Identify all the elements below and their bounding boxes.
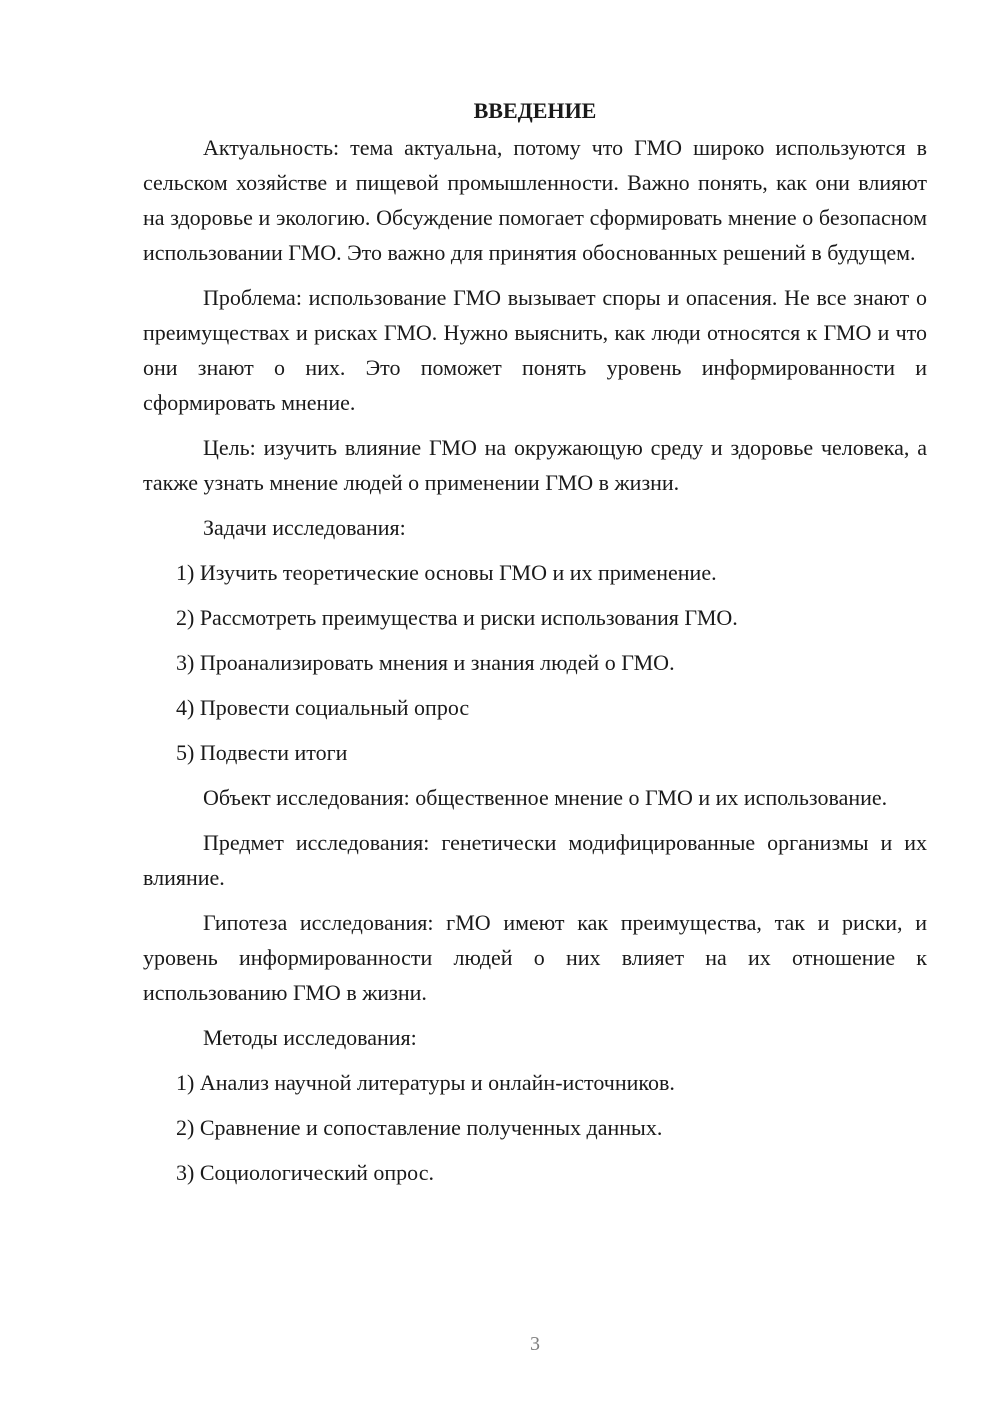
list-item: 1) Изучить теоретические основы ГМО и их применение. — [176, 560, 717, 585]
problem-paragraph: Проблема: использование ГМО вызывает споры и опасения. Не все знают о преимуществах и рисках ГМО. Нужно выяснить, как люди относятся к ГМО и что они знают о них. Это поможет понять уровень информированности и сформировать мнение. — [143, 285, 927, 415]
list-item: 2) Рассмотреть преимущества и риски использования ГМО. — [176, 605, 738, 630]
list-item: 4) Провести социальный опрос — [176, 695, 470, 720]
list-item: 2) Сравнение и сопоставление полученных данных. — [176, 1115, 663, 1140]
list-item: 3) Проанализировать мнения и знания людей о ГМО. — [176, 650, 675, 675]
methods-title: Методы исследования: — [203, 1025, 417, 1050]
list-item: 5) Подвести итоги — [176, 740, 348, 765]
tasks-title: Задачи исследования: — [203, 515, 406, 540]
subject-paragraph: Предмет исследования: генетически модифицированные организмы и их влияние. — [143, 830, 927, 890]
page-number: 3 — [530, 1333, 540, 1355]
goal-paragraph: Цель: изучить влияние ГМО на окружающую среду и здоровье человека, а также узнать мнение людей о применении ГМО в жизни. — [143, 435, 927, 495]
page-title: ВВЕДЕНИЕ — [473, 98, 597, 123]
list-item: 1) Анализ научной литературы и онлайн-источников. — [176, 1070, 675, 1095]
methods-list — [143, 1065, 927, 1190]
relevance-paragraph: Актуальность: тема актуальна, потому что ГМО широко используются в сельском хозяйстве и пищевой промышленности. Важно понять, как они влияют на здоровье и экологию. Обсуждение помогает сформировать мнение о безопасном использовании ГМО. Это важно для принятия обоснованных решений в будущем. — [143, 135, 927, 265]
list-item: 3) Социологический опрос. — [176, 1160, 434, 1185]
object-paragraph: Объект исследования: общественное мнение о ГМО и их использование. — [203, 785, 888, 810]
document-page — [143, 92, 927, 1200]
hypothesis-paragraph: Гипотеза исследования: гМО имеют как преимущества, так и риски, и уровень информированности людей о них влияет на их отношение к использованию ГМО в жизни. — [143, 910, 927, 1005]
tasks-list — [143, 555, 927, 770]
